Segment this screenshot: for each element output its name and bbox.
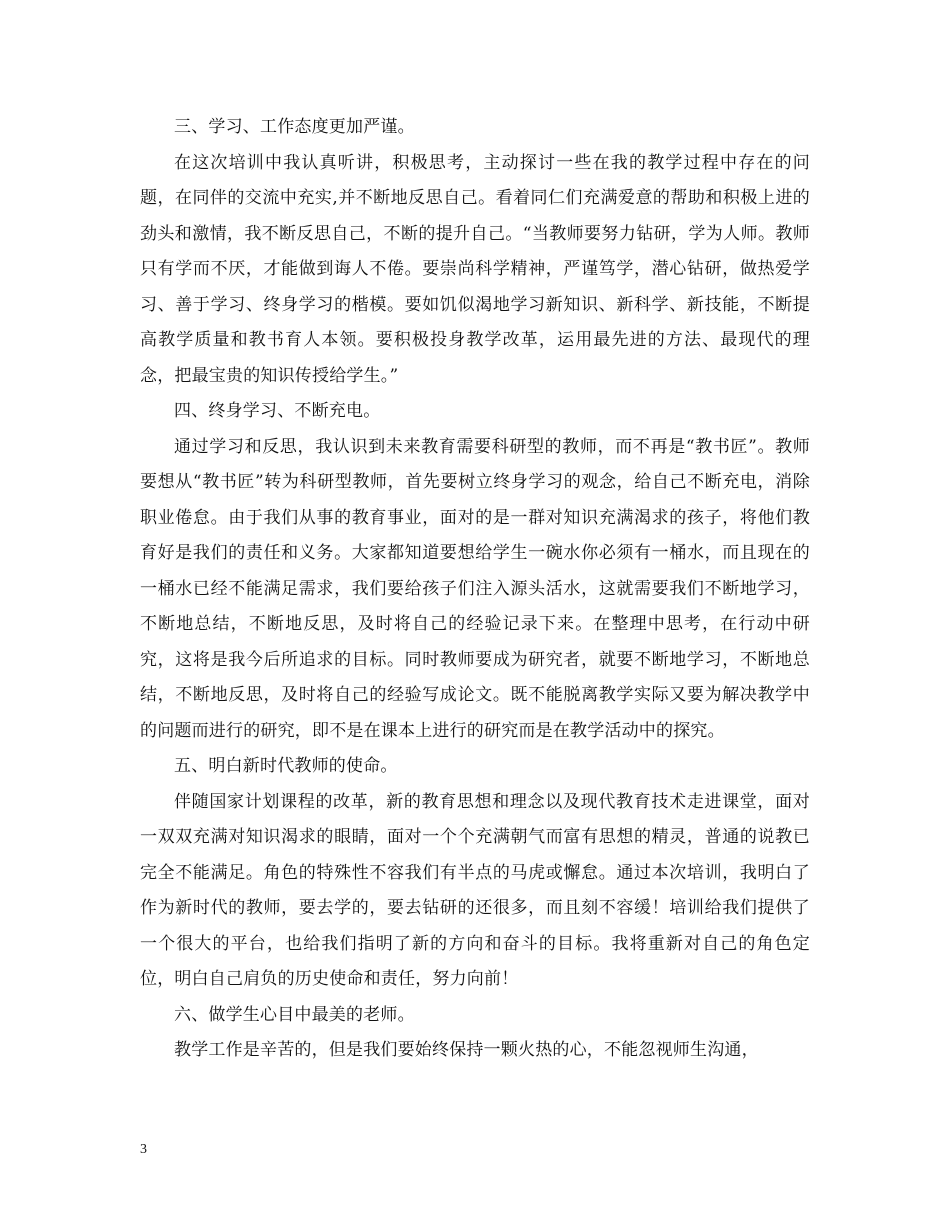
document-body <box>140 110 810 1069</box>
paragraph: 在这次培训中我认真听讲，积极思考，主动探讨一些在我的教学过程中存在的问题，在同伴的交流中充实,并不断地反思自己。看着同仁们充满爱意的帮助和积极上进的劲头和激情，我不断反思自己，不断的提升自己。“当教师要努力钻研，学为人师。教师只有学而不厌，才能做到诲人不倦。要崇尚科学精神，严谨笃学，潜心钻研，做热爱学习、善于学习、终身学习的楷模。要如饥似渴地学习新知识、新科学、新技能，不断提高教学质量和教书育人本领。要积极投身教学改革，运用最先进的方法、最现代的理念，把最宝贵的知识传授给学生。” <box>140 152 810 386</box>
heading-6: 六、做学生心目中最美的老师。 <box>174 1004 415 1025</box>
paragraph: 通过学习和反思，我认识到未来教育需要科研型的教师，而不再是“教书匠”。教师要想从“教书匠”转为科研型教师，首先要树立终身学习的观念，给自己不断充电，消除职业倦怠。由于我们从事的教育事业，面对的是一群对知识充满渴求的孩子，将他们教育好是我们的责任和义务。大家都知道要想给学生一碗水你必须有一桶水，而且现在的一桶水已经不能满足需求，我们要给孩子们注入源头活水，这就需要我们不断地学习，不断地总结，不断地反思，及时将自己的经验记录下来。在整理中思考，在行动中研究，这将是我今后所追求的目标。同时教师要成为研究者，就要不断地学习，不断地总结，不断地反思，及时将自己的经验写成论文。既不能脱离教学实际又要为解决教学中的问题而进行的研究，即不是在课本上进行的研究而是在教学活动中的探究。 <box>140 436 810 741</box>
paragraph: 教学工作是辛苦的，但是我们要始终保持一颗火热的心，不能忽视师生沟通， <box>174 1040 759 1060</box>
paragraph: 伴随国家计划课程的改革，新的教育思想和理念以及现代教育技术走进课堂，面对一双双充满对知识渴求的眼睛，面对一个个充满朝气而富有思想的精灵，普通的说教已完全不能满足。角色的特殊性不容我们有半点的马虎或懈怠。通过本次培训，我明白了作为新时代的教师，要去学的，要去钻研的还很多，而且刻不容缓！培训给我们提供了一个很大的平台，也给我们指明了新的方向和奋斗的目标。我将重新对自己的角色定位，明白自己肩负的历史使命和责任，努力向前！ <box>140 791 810 989</box>
page-number: 3 <box>140 1142 147 1157</box>
heading-4: 四、终身学习、不断充电。 <box>174 401 381 421</box>
heading-5: 五、明白新时代教师的使命。 <box>174 756 398 776</box>
heading-3: 三、学习、工作态度更加严谨。 <box>174 117 415 137</box>
